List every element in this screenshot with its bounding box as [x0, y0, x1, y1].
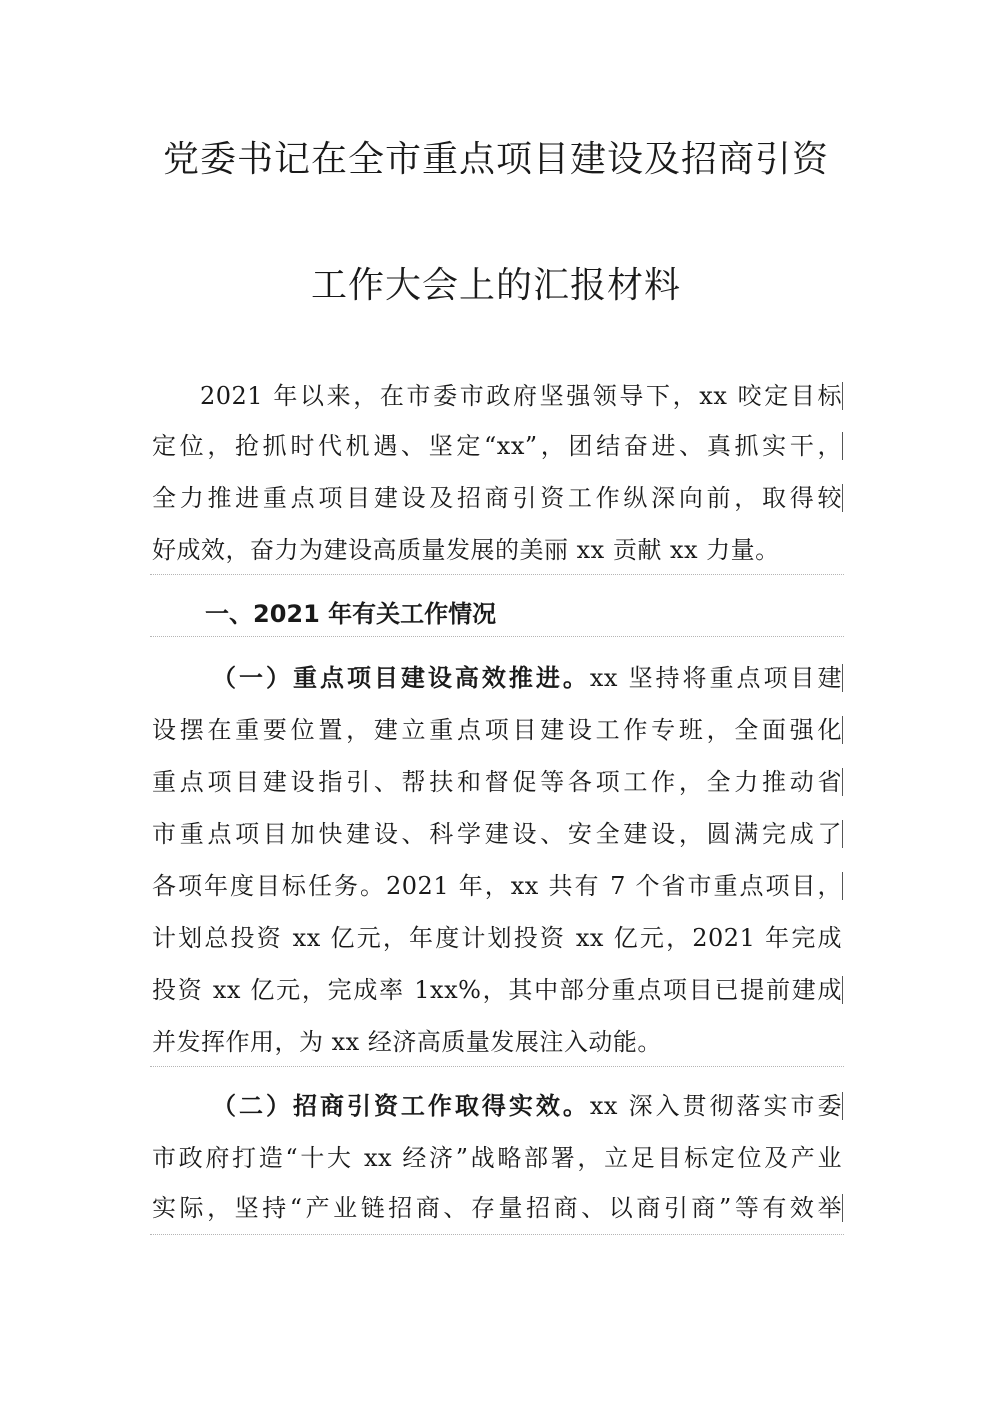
- margin-bar: [842, 820, 843, 848]
- margin-bar: [842, 768, 843, 796]
- paragraph-divider: [150, 636, 844, 637]
- subsection-one-first-line: [212, 660, 842, 696]
- subsection-two-first-line: [212, 1088, 842, 1124]
- margin-bar: [842, 1194, 843, 1222]
- subsection-two-heading: （二）招商引资工作取得实效。: [212, 1092, 590, 1120]
- intro-line-1: 2021 年以来，在市委市政府坚强领导下，xx 咬定目标: [200, 382, 842, 410]
- intro-line-4: 好成效，奋力为建设高质量发展的美丽 xx 贡献 xx 力量。: [152, 536, 780, 564]
- subsection-two-line-3: 实际，坚持“产业链招商、存量招商、以商引商”等有效举: [152, 1194, 842, 1222]
- subsection-one-heading: （一）重点项目建设高效推进。: [212, 664, 590, 692]
- subsection-two-first-line-text: xx 深入贯彻落实市委: [589, 1092, 842, 1120]
- margin-bar: [842, 1092, 843, 1120]
- document-title-line-1: 党委书记在全市重点项目建设及招商引资: [162, 139, 829, 180]
- section-one-heading: 一、2021 年有关工作情况: [205, 600, 497, 628]
- margin-bar: [842, 872, 843, 900]
- subsection-one-line-4: 市重点项目加快建设、科学建设、安全建设，圆满完成了: [152, 820, 842, 848]
- paragraph-divider: [150, 1066, 844, 1067]
- margin-bar: [842, 976, 843, 1004]
- subsection-one-line-2: 设摆在重要位置，建立重点项目建设工作专班，全面强化: [152, 716, 842, 744]
- subsection-one-line-3: 重点项目建设指引、帮扶和督促等各项工作，全力推动省: [152, 768, 842, 796]
- margin-bar: [842, 664, 843, 692]
- intro-line-3: 全力推进重点项目建设及招商引资工作纵深向前，取得较: [152, 484, 842, 512]
- subsection-one-line-8: 并发挥作用，为 xx 经济高质量发展注入动能。: [152, 1028, 662, 1056]
- subsection-one-line-6: 计划总投资 xx 亿元，年度计划投资 xx 亿元，2021 年完成: [152, 924, 842, 952]
- intro-line-2: 定位，抢抓时代机遇、坚定“xx”，团结奋进、真抓实干，: [152, 432, 842, 460]
- margin-bar: [842, 484, 843, 512]
- subsection-two-line-2: 市政府打造“十大 xx 经济”战略部署，立足目标定位及产业: [152, 1144, 842, 1172]
- subsection-one-line-7: 投资 xx 亿元，完成率 1xx%，其中部分重点项目已提前建成: [152, 976, 842, 1004]
- margin-bar: [842, 432, 843, 460]
- margin-bar: [842, 716, 843, 744]
- document-title-line-2: 工作大会上的汇报材料: [310, 265, 681, 306]
- subsection-one-first-line-text: xx 坚持将重点项目建: [589, 664, 842, 692]
- paragraph-divider: [150, 574, 844, 575]
- subsection-one-line-5: 各项年度目标任务。2021 年，xx 共有 7 个省市重点项目，: [152, 872, 842, 900]
- paragraph-divider: [150, 1234, 844, 1235]
- margin-bar: [842, 382, 843, 410]
